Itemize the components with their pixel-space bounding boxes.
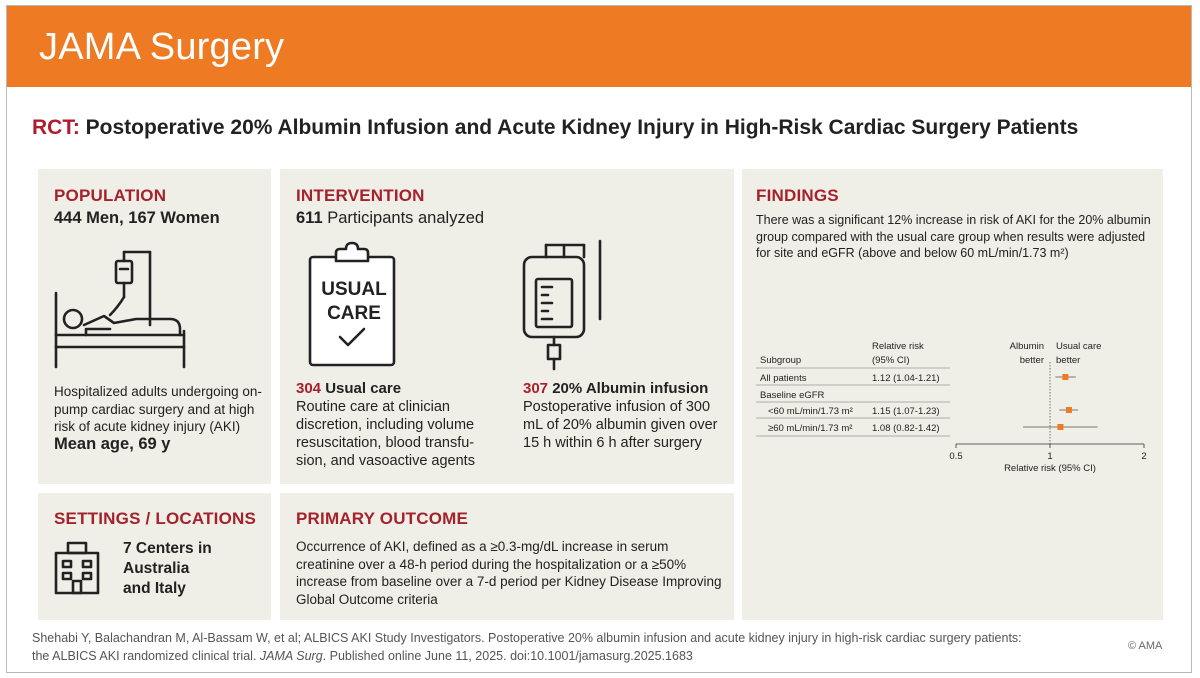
iv-bag-icon (516, 239, 616, 371)
findings-heading: FINDINGS (756, 186, 839, 205)
row-label-2: <60 mL/min/1.73 m² (768, 406, 853, 417)
row-rr-3: 1.08 (0.82-1.42) (872, 423, 940, 434)
population-description: Hospitalized adults undergoing on-pump cardiac surgery and at high risk of acute kidney injury (AKI) (54, 384, 262, 434)
x-tick-label-0: 0.5 (949, 451, 963, 462)
col-rr-header-2: (95% CI) (872, 355, 910, 366)
intervention-panel (280, 169, 734, 484)
usual-care-description: Routine care at clinician discretion, including volume resuscitation, blood transfu-sion, and vasoactive agents (296, 399, 475, 469)
favor-left-1: Albumin (1009, 341, 1044, 352)
point-marker-2 (1066, 407, 1072, 413)
albumin-label: 20% Albumin infusion (548, 380, 709, 397)
copyright: © AMA (1128, 640, 1163, 652)
x-axis-label: Relative risk (95% CI) (1004, 463, 1096, 474)
col-rr-header-1: Relative risk (872, 341, 924, 352)
forest-plot (750, 336, 1160, 481)
hospital-bed-icon (52, 249, 192, 369)
settings-heading: SETTINGS / LOCATIONS (54, 509, 257, 528)
citation-line2: the ALBICS AKI randomized clinical trial. JAMA Surg. Published online June 11, 2025. doi:10.1001/jamasurg.2025.1683 (32, 649, 693, 663)
findings-text: There was a significant 12% increase in risk of AKI for the 20% albumin group compared with the usual care group when results were adjusted for site and eGFR (above and below 60 mL/min/1.73 m²) (756, 213, 1151, 260)
row-label-3: ≥60 mL/min/1.73 m² (768, 423, 853, 434)
journal-title: JAMA Surgery (39, 26, 285, 68)
page-title (32, 116, 1078, 140)
point-marker-3 (1057, 424, 1063, 430)
population-counts: 444 Men, 167 Women (54, 209, 220, 227)
usual-care-block (296, 380, 501, 470)
usual-care-count: 304 (296, 380, 322, 397)
citation-line1: Shehabi Y, Balachandran M, Al-Bassam W, et al; ALBICS AKI Study Investigators. Postoperative 20% albumin infusion and acute kidney injury in high-risk cardiac surgery patients: (32, 631, 1022, 645)
primary-outcome-panel (280, 493, 734, 620)
clipboard-label-line1: USUAL (321, 279, 387, 300)
primary-outcome-text: Occurrence of AKI, defined as a ≥0.3-mg/dL increase in serum creatinine over a 48-h period during the hospitalization or a ≥50% increase from baseline over a 7-d period per Kidney Disease Improving Global Outcome criteria (296, 539, 722, 607)
albumin-block (523, 380, 727, 452)
settings-panel (38, 493, 271, 620)
row-label-1: Baseline eGFR (760, 390, 825, 401)
clipboard-label-line2: CARE (327, 303, 381, 324)
x-tick-label-2: 2 (1141, 451, 1147, 462)
albumin-count: 307 (523, 380, 549, 397)
favor-right-1: Usual care (1056, 341, 1102, 352)
row-rr-2: 1.15 (1.07-1.23) (872, 406, 940, 417)
building-icon (54, 541, 100, 595)
settings-text: 7 Centers in Australia and Italy (123, 540, 212, 597)
point-marker-0 (1062, 374, 1068, 380)
population-heading: POPULATION (54, 186, 167, 205)
journal-banner (7, 6, 1191, 87)
participants-analyzed: 611 Participants analyzed (296, 209, 485, 227)
usual-care-label: Usual care (321, 380, 402, 397)
primary-outcome-heading: PRIMARY OUTCOME (296, 509, 469, 528)
title-text: Postoperative 20% Albumin Infusion and Acute Kidney Injury in High-Risk Cardiac Surgery Patients (85, 116, 1079, 139)
favor-left-2: better (1019, 355, 1044, 366)
albumin-description: Postoperative infusion of 300 mL of 20% albumin given over 15 h within 6 h after surgery (523, 399, 718, 451)
population-panel (38, 169, 271, 484)
row-label-0: All patients (760, 373, 807, 384)
row-rr-0: 1.12 (1.04-1.21) (872, 373, 940, 384)
x-tick-label-1: 1 (1047, 451, 1053, 462)
intervention-heading: INTERVENTION (296, 186, 425, 205)
title-tag: RCT: (32, 116, 80, 139)
favor-right-2: better (1056, 355, 1081, 366)
col-subgroup-header: Subgroup (760, 355, 802, 366)
citation (32, 629, 1022, 665)
population-mean-age: Mean age, 69 y (54, 435, 171, 453)
